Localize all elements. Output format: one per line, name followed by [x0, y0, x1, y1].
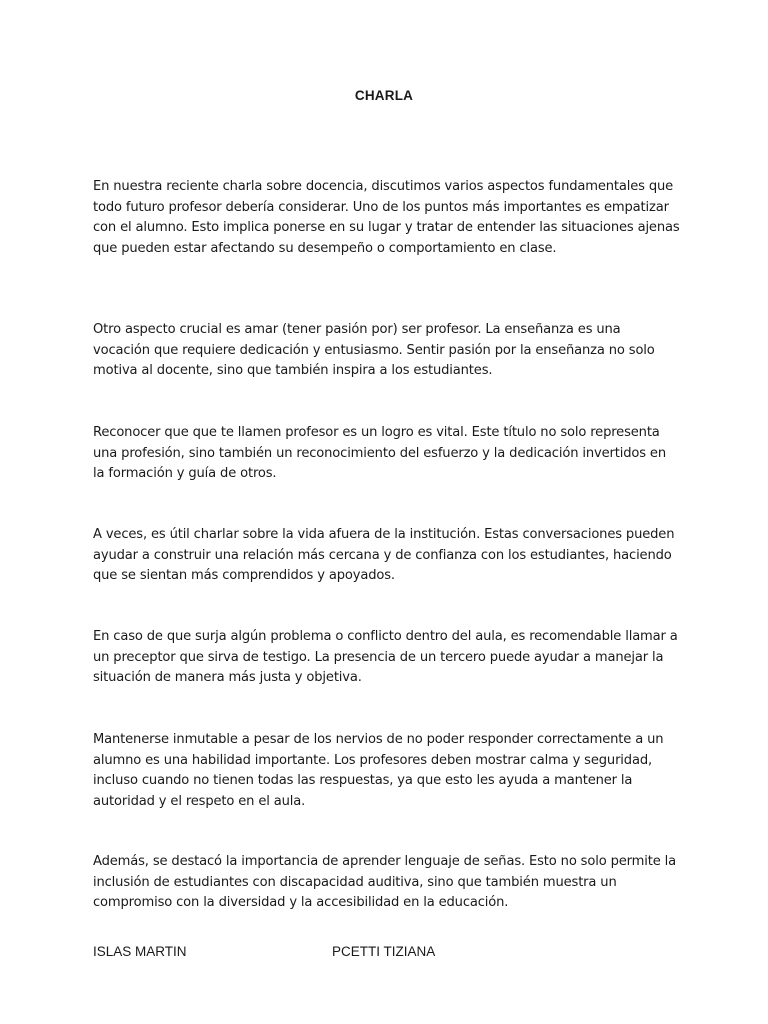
paragraph-empathy: En nuestra reciente charla sobre docencia, discutimos varios aspectos fundamentales que todo futuro profesor debería considerar. Uno de los puntos más importantes es empatizar con el alumno. Esto implica ponerse en su lugar y tratar de entender las situaciones ajenas que pueden estar afectando su desempeño o comportamiento en clase. — [93, 179, 680, 257]
author-name: ISLAS MARTIN — [93, 944, 187, 959]
paragraph-conflict: En caso de que surja algún problema o conflicto dentro del aula, es recomendable llamar a un preceptor que sirva de testigo. La presencia de un tercero puede ayudar a manejar la situación de manera más justa y objetiva. — [93, 629, 678, 686]
paragraph-life-outside: A veces, es útil charlar sobre la vida afuera de la institución. Estas conversaciones pueden ayudar a construir una relación más cercana y de confianza con los estudiantes, haciendo que se sientan más comprendidos y apoyados. — [93, 527, 675, 584]
document-title: CHARLA — [354, 88, 414, 103]
paragraph-title-recognition: Reconocer que que te llamen profesor es un logro es vital. Este título no solo representa una profesión, sino también un reconocimiento del esfuerzo y la dedicación invertidos en la formación y guía de otros. — [93, 425, 666, 482]
paragraph-passion: Otro aspecto crucial es amar (tener pasión por) ser profesor. La enseñanza es una vocación que requiere dedicación y entusiasmo. Sentir pasión por la enseñanza no solo motiva al docente, sino que también inspira a los estudiantes. — [93, 322, 655, 379]
paragraph-sign-language: Además, se destacó la importancia de aprender lenguaje de señas. Esto no solo permite la inclusión de estudiantes con discapacidad auditiva, sino que también muestra un compromiso con la diversidad y la accesibilidad en la educación. — [93, 854, 677, 911]
paragraph-composure: Mantenerse inmutable a pesar de los nervios de no poder responder correctamente a un alumno es una habilidad importante. Los profesores deben mostrar calma y seguridad, incluso cuando no tienen todas las respuestas, ya que esto les ayuda a mantener la autoridad y el respeto en el aula. — [93, 732, 664, 810]
author-name: PCETTI TIZIANA — [332, 944, 436, 959]
